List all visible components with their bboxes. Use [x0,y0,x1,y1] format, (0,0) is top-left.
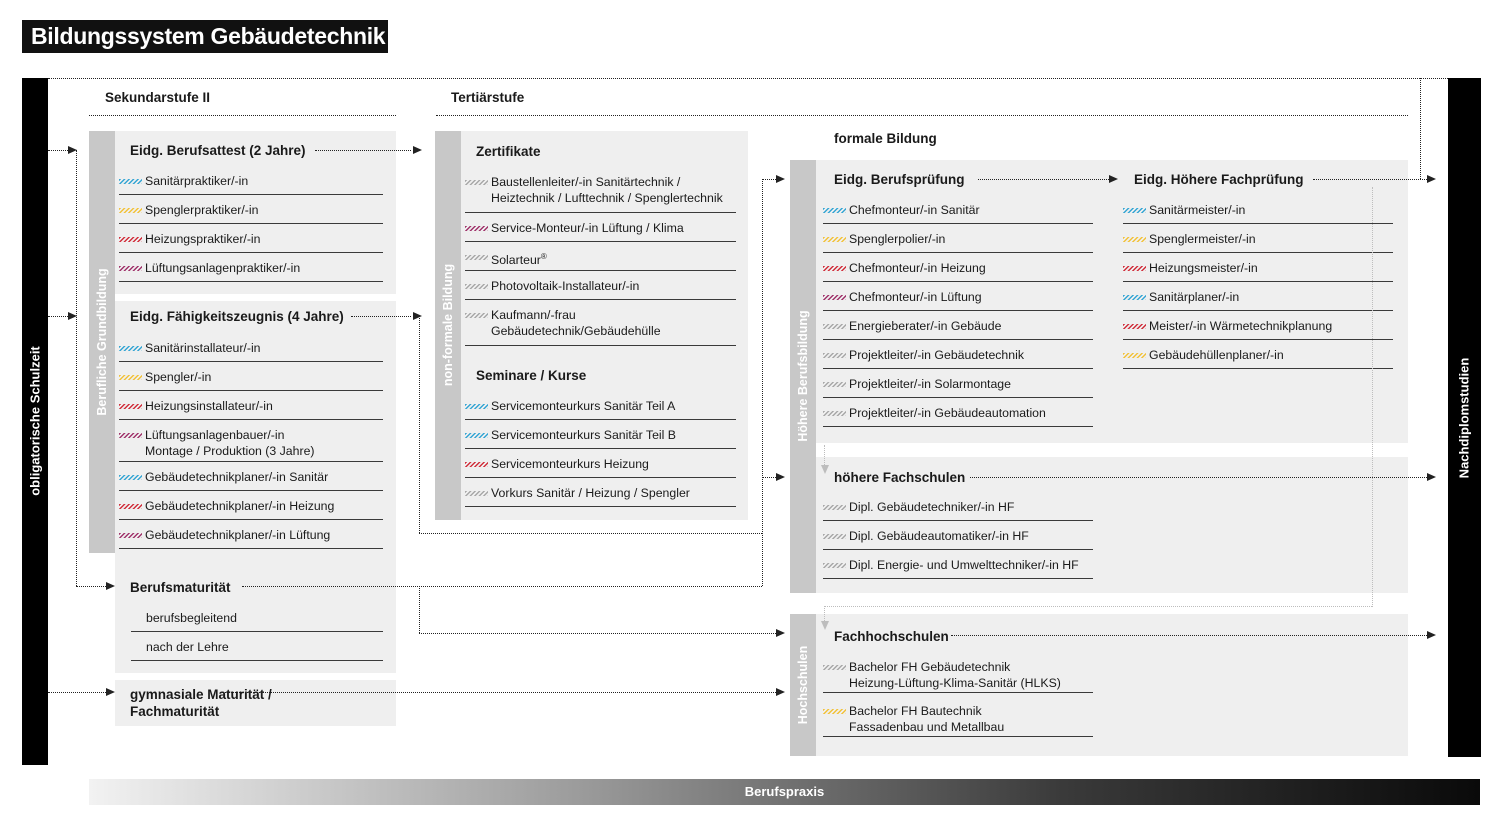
list-item [119,340,383,362]
item-label: Chefmonteur/-in Heizung [849,261,986,275]
item-label: Spenglerpraktiker/-in [145,203,259,217]
item-label: Chefmonteur/-in Sanitär [849,203,980,217]
arrow-icon [106,582,115,590]
bottom-bar: Berufspraxis [89,779,1480,805]
list-item [823,260,1093,282]
hatch-blue-icon [823,208,846,213]
list-item [119,427,383,462]
hatch-blue-icon [1123,208,1146,213]
item-label: Heizungsmeister/-in [1149,261,1258,275]
hatch-gray-icon [465,491,488,496]
arrow-icon [1427,473,1436,481]
item-label: Solarteur [491,253,541,268]
item-label: Vorkurs Sanitär / Heizung / Spengler [491,486,690,500]
list-item [465,485,736,507]
conn-bp-to-hfp [978,179,1109,180]
conn-light-3 [824,606,1372,607]
top-dotted-line [48,78,1448,79]
list-item [823,703,1093,737]
item-label: Heizungsinstallateur/-in [145,399,273,413]
item-label: Chefmonteur/-in Lüftung [849,290,982,304]
grundbildung-bar [89,131,115,553]
item-label: Lüftungsanlagenbauer/-in [145,428,285,442]
hatch-blue-icon [119,475,142,480]
conn-school-to-attest [48,150,68,151]
sek2-underline [89,115,396,116]
item-label: Lüftungsanlagenpraktiker/-in [145,261,301,275]
hatch-purple-icon [119,266,142,271]
page-title: Bildungssystem Gebäudetechnik [22,20,388,53]
list-item [131,639,383,661]
item-label: Energieberater/-in Gebäude [849,319,1002,333]
list-item [1123,202,1393,224]
list-item [823,202,1093,224]
item-label: Projektleiter/-in Gebäudetechnik [849,348,1024,362]
hatch-red-icon [1123,266,1146,271]
item-label: Spengler/-in [145,370,212,384]
list-item [1123,260,1393,282]
conn-school-to-gym [48,692,106,693]
item-label-line2: Fassadenbau und Metallbau [849,720,1005,734]
item-label: Bachelor FH Bautechnik [849,704,982,718]
hatch-purple-icon [119,533,142,538]
list-item [823,557,1093,579]
list-item [1123,231,1393,253]
hatch-red-icon [1123,324,1146,329]
hochschulen-label: Hochschulen [796,645,810,725]
conn-to-bm [76,586,106,587]
conn-school-to-efz [48,316,68,317]
list-item [465,398,736,420]
list-item [823,528,1093,550]
list-item [465,427,736,449]
hatch-blue-icon [119,346,142,351]
list-item [823,405,1093,427]
list-item [1123,289,1393,311]
list-item [465,249,736,271]
item-label: Gebäudetechnikplaner/-in Heizung [145,499,335,513]
header-formale-bildung: formale Bildung [834,131,937,146]
hatch-yellow-icon [1123,353,1146,358]
item-label: Dipl. Gebäudetechniker/-in HF [849,500,1015,514]
item-label: Heizungspraktiker/-in [145,232,261,246]
hatch-blue-icon [119,179,142,184]
gym-heading-2: Fachmaturität [130,704,220,719]
hatch-blue-icon [1123,295,1146,300]
hatch-red-icon [119,504,142,509]
hatch-gray-icon [465,313,488,318]
hatch-yellow-icon [119,208,142,213]
list-item [119,498,383,520]
hatch-yellow-icon [1123,237,1146,242]
hatch-gray-icon [465,255,488,260]
conn-hfp-to-nds [1313,179,1427,180]
registered-mark: ® [540,252,547,261]
hatch-gray-icon [465,180,488,185]
right-bar-label: Nachdiplomstudien [1456,357,1472,479]
hoehere-bar [790,160,816,593]
gym-heading-1: gymnasiale Maturität / [130,687,272,702]
arrow-icon [106,688,115,696]
arrow-icon [1427,631,1436,639]
seminare-heading: Seminare / Kurse [476,368,587,383]
conn-to-bp [762,179,776,180]
arrow-icon [776,473,785,481]
header-tertiaerstufe: Tertiärstufe [451,90,525,105]
conn-efz-down [419,316,420,533]
hatch-blue-icon [465,433,488,438]
efz-heading: Eidg. Fähigkeitszeugnis (4 Jahre) [130,309,344,324]
list-item [1123,318,1393,340]
item-label-wrap [491,249,547,268]
list-item [119,369,383,391]
hf-heading: höhere Fachschulen [834,470,966,485]
item-label: Photovoltaik-Installateur/-in [491,279,640,293]
hatch-red-icon [119,237,142,242]
hatch-gray-icon [823,563,846,568]
list-item [119,260,383,282]
hatch-red-icon [465,462,488,467]
header-sekundarstufe: Sekundarstufe II [105,90,211,105]
item-label: berufsbegleitend [146,611,237,625]
item-label: Spenglerpolier/-in [849,232,946,246]
hatch-red-icon [823,266,846,271]
zertifikate-heading: Zertifikate [476,144,541,159]
item-label: Servicemonteurkurs Heizung [491,457,649,471]
conn-hbb-vertical [762,179,763,586]
list-item [465,307,736,346]
item-label: Gebäudehüllenplaner/-in [1149,348,1284,362]
arrow-icon [776,688,785,696]
hochschulen-bar [790,614,816,756]
arrow-icon [68,312,77,320]
hatch-gray-icon [823,534,846,539]
list-item [465,220,736,242]
tertiaer-underline [436,115,1408,116]
list-item [119,173,383,195]
list-item [823,659,1093,693]
arrow-icon [776,175,785,183]
hfp-heading: Eidg. Höhere Fachprüfung [1134,172,1304,187]
item-label: Projektleiter/-in Solarmontage [849,377,1011,391]
hatch-gray-icon [465,284,488,289]
arrow-icon [1109,175,1118,183]
item-label: Servicemonteurkurs Sanitär Teil B [491,428,676,442]
bp-heading: Eidg. Berufsprüfung [834,172,965,187]
conn-attest-to-zert [315,150,411,151]
nonformal-label: non-formale Bildung [441,263,455,387]
list-item [119,527,383,549]
item-label: Sanitärinstallateur/-in [145,341,261,355]
list-item [119,398,383,420]
list-item [119,231,383,253]
list-item [823,499,1093,521]
list-item [823,289,1093,311]
attest-heading: Eidg. Berufsattest (2 Jahre) [130,143,306,158]
conn-bm-to-fh [419,633,776,634]
item-label: Gebäudetechnikplaner/-in Lüftung [145,528,331,542]
item-label: Meister/-in Wärmetechnikplanung [1149,319,1333,333]
item-label-line2: Montage / Produktion (3 Jahre) [145,444,315,458]
hatch-purple-icon [119,433,142,438]
list-item [465,456,736,478]
item-label: Bachelor FH Gebäudetechnik [849,660,1011,674]
arrow-icon [1427,175,1436,183]
list-item [823,376,1093,398]
arrow-icon [413,146,422,154]
item-label: Kaufmann/-frau [491,308,576,322]
hatch-yellow-icon [823,237,846,242]
conn-right-frame [1420,78,1421,179]
item-label: Sanitärmeister/-in [1149,203,1246,217]
hatch-yellow-icon [119,375,142,380]
conn-bm-right [242,586,762,587]
conn-efz-bottom [419,533,762,534]
conn-fh-to-nds [951,635,1427,636]
item-label-line2: Gebäudetechnik/Gebäudehülle [491,324,661,338]
item-label: Servicemonteurkurs Sanitär Teil A [491,399,676,413]
list-item [823,231,1093,253]
hatch-purple-icon [465,226,488,231]
bm-heading: Berufsmaturität [130,580,231,595]
item-label-line2: Heizung-Lüftung-Klima-Sanitär (HLKS) [849,676,1061,690]
hatch-purple-icon [823,295,846,300]
item-label: Sanitärplaner/-in [1149,290,1240,304]
item-label: nach der Lehre [146,640,229,654]
list-item [131,610,383,632]
left-bar-label: obligatorische Schulzeit [27,346,43,496]
conn-light-1 [824,445,825,467]
hoehere-label: Höhere Berufsbildung [796,310,810,442]
hatch-gray-icon [823,665,846,670]
list-item [119,202,383,224]
grundbildung-label: Berufliche Grundbildung [95,268,109,416]
hatch-gray-icon [823,353,846,358]
arrow-icon [821,465,829,474]
conn-gym-to-fh [222,692,776,693]
hatch-gray-icon [823,411,846,416]
arrow-icon [821,621,829,630]
conn-bm-down [419,586,420,633]
arrow-icon [776,629,785,637]
conn-efz-to-nonformal [351,316,411,317]
list-item [1123,347,1393,369]
conn-to-hf [762,477,776,478]
list-item [119,469,383,491]
hatch-blue-icon [465,404,488,409]
conn-light-2 [1372,187,1373,607]
conn-school-vertical [76,150,77,586]
list-item [465,174,736,213]
item-label: Projektleiter/-in Gebäudeautomation [849,406,1046,420]
fh-heading: Fachhochschulen [834,629,949,644]
item-label: Gebäudetechnikplaner/-in Sanitär [145,470,329,484]
right-bar [1448,78,1481,757]
item-label-line2: Heiztechnik / Lufttechnik / Spenglertechnik [491,191,723,205]
arrow-icon [413,312,422,320]
hatch-gray-icon [823,324,846,329]
item-label: Spenglermeister/-in [1149,232,1256,246]
list-item [823,318,1093,340]
item-label: Dipl. Gebäudeautomatiker/-in HF [849,529,1029,543]
nonformal-bar [435,131,461,520]
item-label: Dipl. Energie- und Umwelttechniker/-in HF [849,558,1079,572]
hatch-gray-icon [823,505,846,510]
conn-hf-to-nds [970,477,1427,478]
list-item [465,278,736,300]
item-label: Baustellenleiter/-in Sanitärtechnik / [491,175,681,189]
hatch-gray-icon [823,382,846,387]
item-label: Service-Monteur/-in Lüftung / Klima [491,221,684,235]
left-bar [22,78,48,765]
hatch-yellow-icon [823,709,846,714]
hatch-red-icon [119,404,142,409]
item-label: Sanitärpraktiker/-in [145,174,249,188]
list-item [823,347,1093,369]
